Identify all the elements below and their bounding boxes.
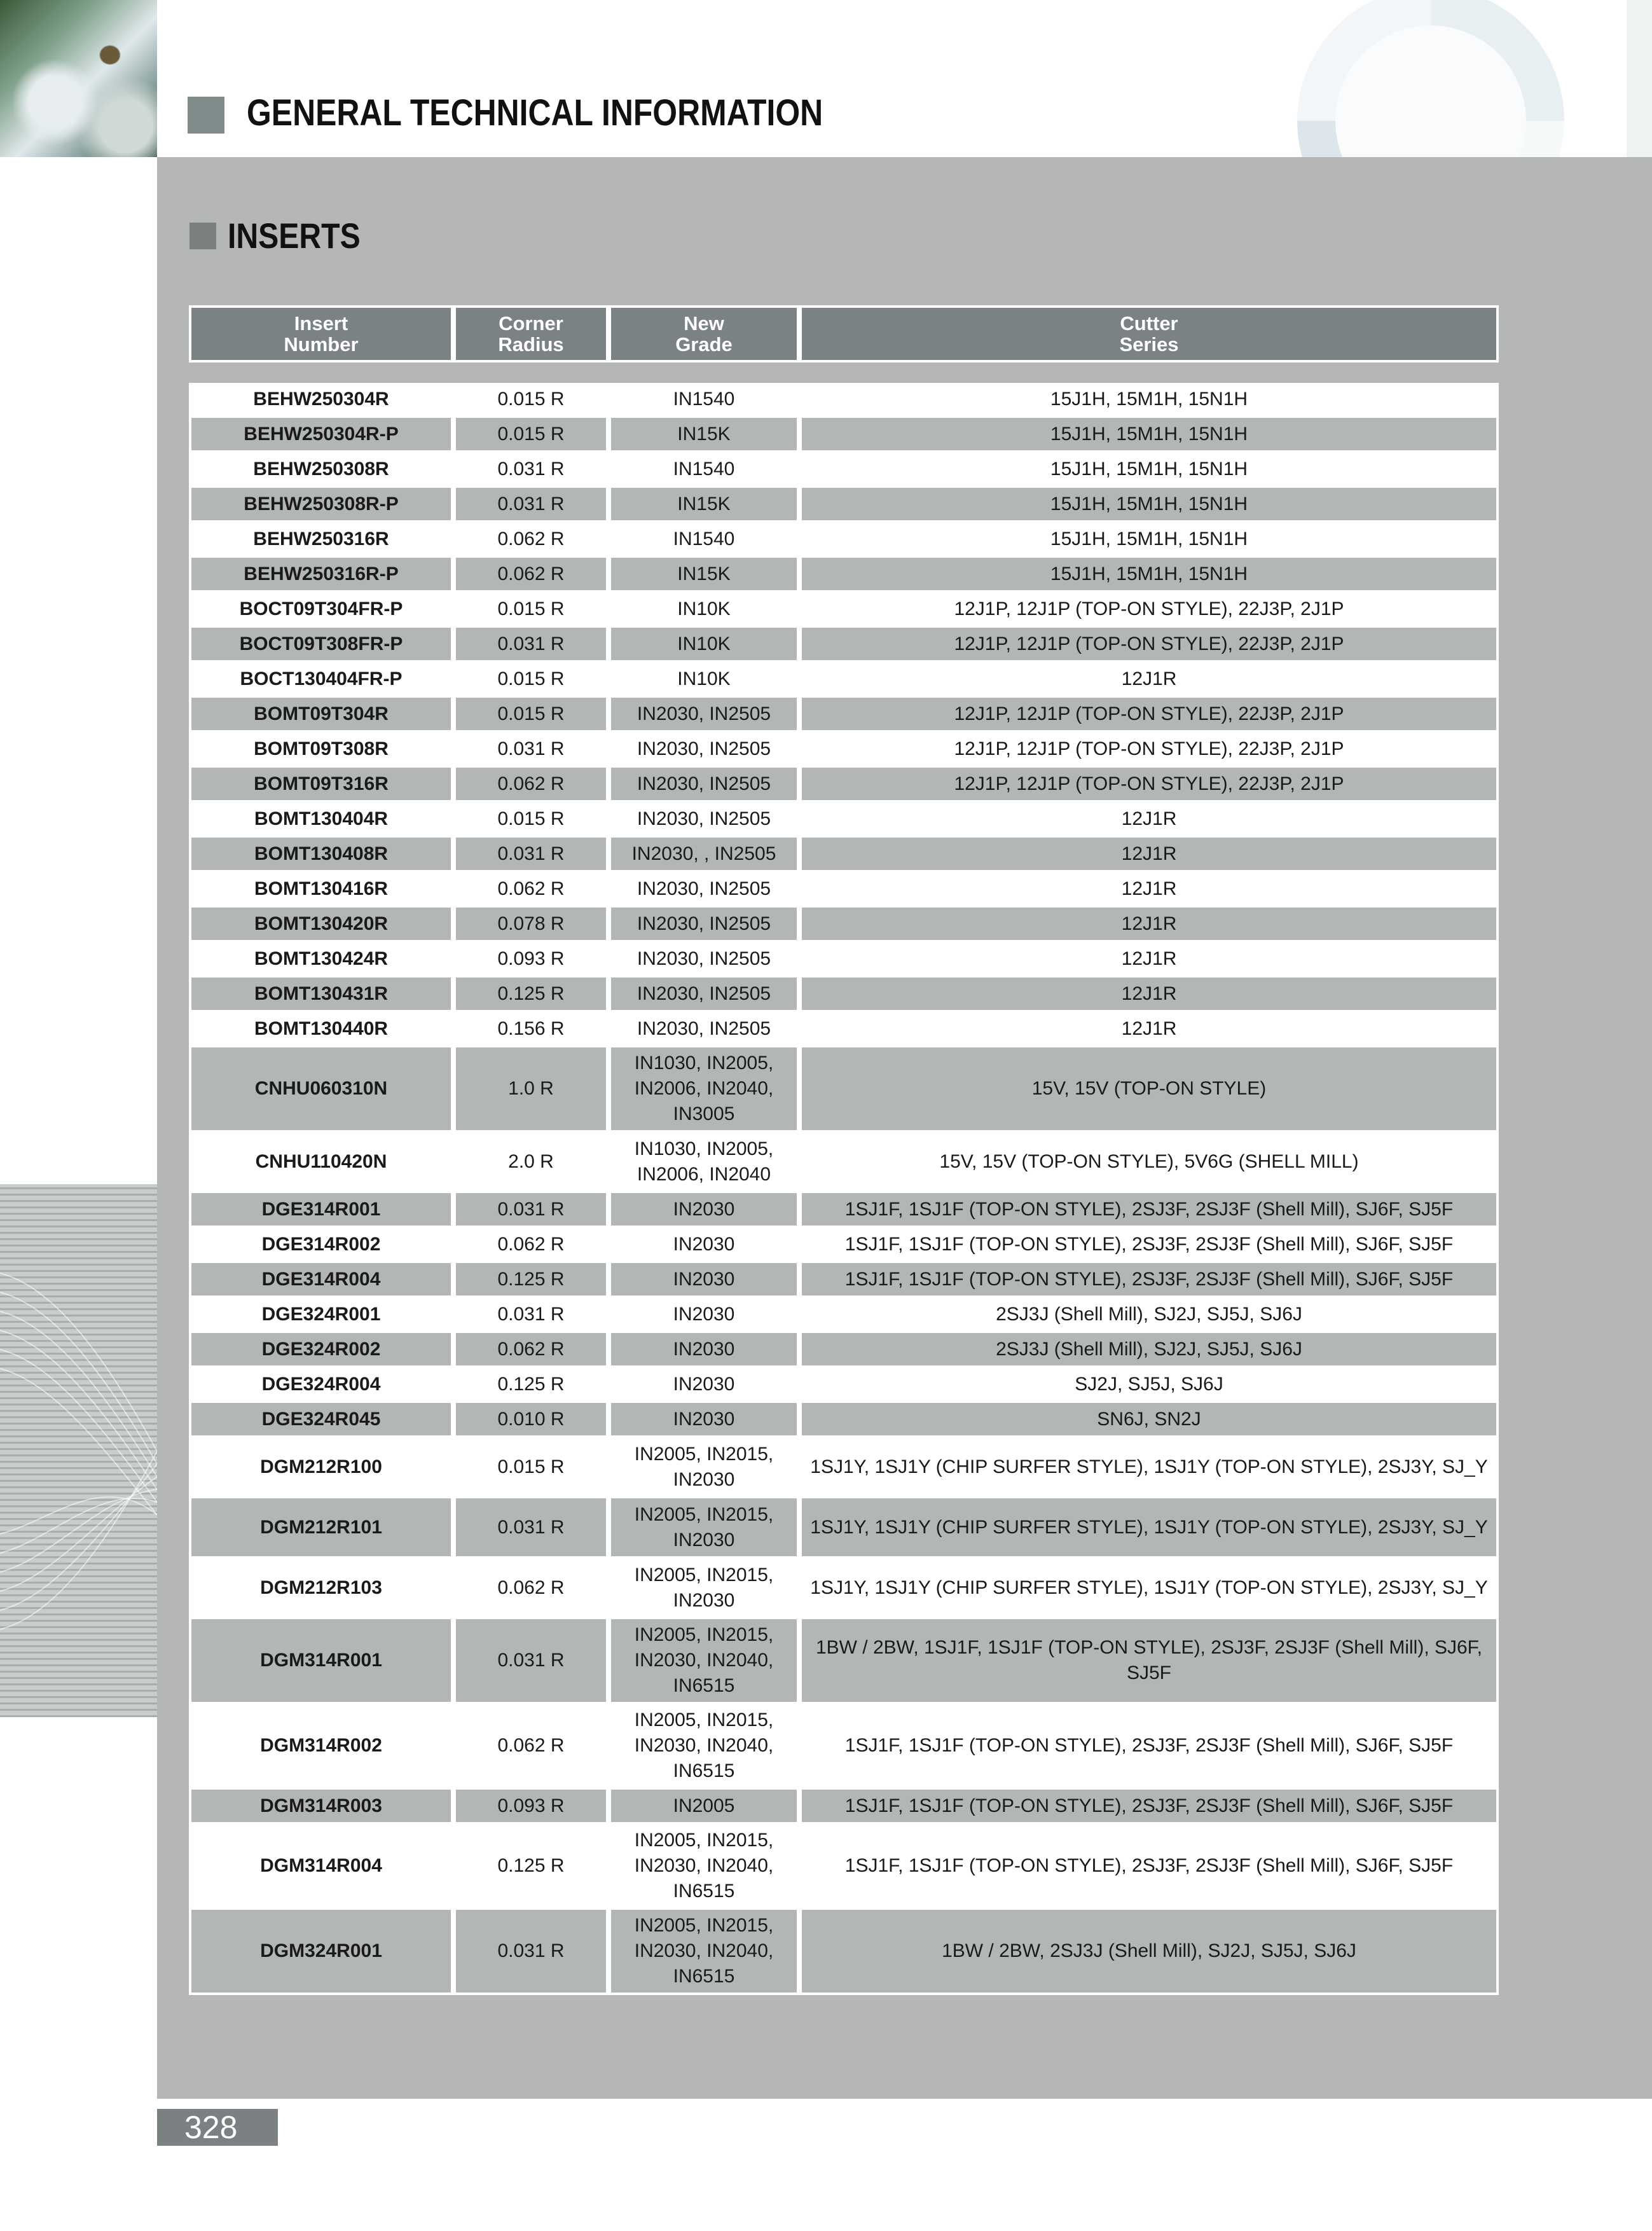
cell-insert-number: BOMT09T304R [191, 698, 451, 730]
cell-corner-radius: 0.031 R [497, 1303, 565, 1325]
cell-corner-radius: 0.031 R [456, 1910, 606, 1993]
cell-corner-radius: 0.062 R [456, 1333, 606, 1365]
cell-insert-number: DGE314R001 [191, 1193, 451, 1226]
cell-new-grade: IN2005, IN2015, IN2030 [634, 1443, 774, 1490]
cell-corner-radius: 0.062 R [497, 1735, 565, 1756]
cell-cutter-series: 15J1H, 15M1H, 15N1H [1050, 388, 1248, 410]
cell-new-grade: IN1030, IN2005, IN2006, IN2040 [634, 1138, 774, 1185]
cell-cutter-series: 1SJ1Y, 1SJ1Y (CHIP SURFER STYLE), 1SJ1Y (TOP-ON STYLE), 2SJ3Y, SJ_Y [810, 1577, 1488, 1598]
table-row [189, 838, 1499, 873]
cell-cutter-series: 1SJ1F, 1SJ1F (TOP-ON STYLE), 2SJ3F, 2SJ3F (Shell Mill), SJ6F, SJ5F [844, 1233, 1454, 1255]
cell-insert-number: BEHW250308R [253, 458, 389, 480]
cell-new-grade: IN10K [677, 598, 731, 619]
cell-corner-radius: 0.010 R [456, 1403, 606, 1435]
cell-new-grade: IN1540 [673, 458, 735, 480]
cell-new-grade: IN2005, IN2015, IN2030, IN2040, IN6515 [611, 1910, 797, 1993]
table-row [189, 1012, 1499, 1047]
cell-new-grade: IN2005, IN2015, IN2030 [611, 1498, 797, 1556]
cell-corner-radius: 0.015 R [497, 668, 565, 689]
table-row [189, 418, 1499, 453]
decorative-wave-lines [0, 1184, 157, 1717]
table-row [189, 1368, 1499, 1403]
page-number: 328 [184, 2110, 238, 2145]
table-row [189, 1559, 1499, 1619]
cell-cutter-series: 15J1H, 15M1H, 15N1H [1050, 458, 1248, 480]
table-row [189, 873, 1499, 908]
column-header-corner-radius [456, 308, 606, 360]
cell-corner-radius: 0.062 R [497, 1577, 565, 1598]
cell-new-grade: IN2030 [611, 1333, 797, 1365]
table-row [189, 1498, 1499, 1559]
cell-cutter-series: 1SJ1F, 1SJ1F (TOP-ON STYLE), 2SJ3F, 2SJ3F (Shell Mill), SJ6F, SJ5F [802, 1790, 1496, 1822]
cell-corner-radius: 0.031 R [456, 1498, 606, 1556]
page-title: GENERAL TECHNICAL INFORMATION [247, 92, 823, 134]
cell-cutter-series: 15J1H, 15M1H, 15N1H [802, 418, 1496, 450]
cell-cutter-series: 12J1R [1121, 878, 1177, 899]
cell-insert-number: DGE314R004 [191, 1263, 451, 1295]
cell-cutter-series: 12J1R [1121, 668, 1177, 689]
table-row [189, 733, 1499, 768]
cell-insert-number: BOCT09T308FR-P [191, 628, 451, 660]
cell-corner-radius: 0.125 R [497, 1373, 565, 1395]
cell-insert-number: BOMT130420R [191, 908, 451, 940]
cell-cutter-series: 12J1P, 12J1P (TOP-ON STYLE), 22J3P, 2J1P [954, 738, 1344, 759]
cell-insert-number: CNHU110420N [255, 1150, 387, 1172]
cell-insert-number: BEHW250304R [253, 388, 389, 410]
table-row [189, 908, 1499, 943]
cell-cutter-series: 12J1P, 12J1P (TOP-ON STYLE), 22J3P, 2J1P [954, 598, 1344, 619]
cell-cutter-series: 1BW / 2BW, 2SJ3J (Shell Mill), SJ2J, SJ5J, SJ6J [802, 1910, 1496, 1993]
cell-insert-number: BOMT130424R [254, 948, 389, 969]
column-header-new-grade [611, 308, 797, 360]
column-header-cutter-series [802, 308, 1496, 360]
table-row [189, 1438, 1499, 1498]
cell-new-grade: IN2030, IN2505 [611, 768, 797, 800]
cell-new-grade: IN1030, IN2005, IN2006, IN2040, IN3005 [611, 1047, 797, 1130]
cell-cutter-series: 12J1P, 12J1P (TOP-ON STYLE), 22J3P, 2J1P [802, 698, 1496, 730]
cell-new-grade: IN2030 [673, 1233, 735, 1255]
cell-insert-number: BOMT130408R [191, 838, 451, 870]
cell-new-grade: IN2030 [611, 1403, 797, 1435]
table-row [189, 977, 1499, 1012]
cell-corner-radius: 0.015 R [456, 698, 606, 730]
cell-cutter-series: 12J1P, 12J1P (TOP-ON STYLE), 22J3P, 2J1P [802, 768, 1496, 800]
cell-new-grade: IN2030, IN2505 [637, 878, 771, 899]
cell-cutter-series: SN6J, SN2J [802, 1403, 1496, 1435]
cell-corner-radius: 0.062 R [456, 768, 606, 800]
cell-corner-radius: 0.031 R [456, 488, 606, 520]
cell-insert-number: DGM314R001 [191, 1619, 451, 1702]
table-row [189, 698, 1499, 733]
cell-corner-radius: 0.062 R [497, 528, 565, 549]
cell-corner-radius: 0.125 R [456, 1263, 606, 1295]
header-line: Radius [498, 333, 564, 356]
cell-insert-number: BOCT130404FR-P [240, 668, 403, 689]
cell-new-grade: IN15K [611, 558, 797, 590]
header-line: Insert [294, 312, 348, 335]
cell-cutter-series: 15V, 15V (TOP-ON STYLE), 5V6G (SHELL MILL) [939, 1150, 1359, 1172]
cell-new-grade: IN2030 [611, 1263, 797, 1295]
table-row [189, 663, 1499, 698]
cell-corner-radius: 0.031 R [456, 838, 606, 870]
cell-corner-radius: 0.015 R [497, 808, 565, 829]
header-square-marker [188, 97, 224, 134]
cell-insert-number: DGE324R004 [261, 1373, 381, 1395]
cell-cutter-series: 1SJ1F, 1SJ1F (TOP-ON STYLE), 2SJ3F, 2SJ3F (Shell Mill), SJ6F, SJ5F [802, 1193, 1496, 1226]
table-row [189, 558, 1499, 593]
cell-new-grade: IN15K [611, 418, 797, 450]
cell-corner-radius: 0.062 R [497, 1233, 565, 1255]
cell-corner-radius: 0.015 R [497, 598, 565, 619]
cell-corner-radius: 2.0 R [508, 1150, 554, 1172]
cell-cutter-series: 2SJ3J (Shell Mill), SJ2J, SJ5J, SJ6J [996, 1303, 1302, 1325]
cell-new-grade: IN2030, IN2505 [611, 698, 797, 730]
table-row [189, 1228, 1499, 1263]
cell-insert-number: DGM314R003 [191, 1790, 451, 1822]
header-line: Number [284, 333, 359, 356]
cell-insert-number: DGM212R103 [260, 1577, 382, 1598]
cell-cutter-series: 1SJ1Y, 1SJ1Y (CHIP SURFER STYLE), 1SJ1Y (TOP-ON STYLE), 2SJ3Y, SJ_Y [810, 1456, 1488, 1477]
cell-cutter-series: 15V, 15V (TOP-ON STYLE) [802, 1047, 1496, 1130]
cell-cutter-series: 1BW / 2BW, 1SJ1F, 1SJ1F (TOP-ON STYLE), 2SJ3F, 2SJ3F (Shell Mill), SJ6F, SJ5F [802, 1619, 1496, 1702]
cell-insert-number: DGE324R002 [191, 1333, 451, 1365]
inserts-table [189, 305, 1499, 1987]
cell-cutter-series: 15J1H, 15M1H, 15N1H [802, 558, 1496, 590]
cell-cutter-series: 1SJ1F, 1SJ1F (TOP-ON STYLE), 2SJ3F, 2SJ3F (Shell Mill), SJ6F, SJ5F [844, 1855, 1454, 1876]
decorative-strip [1627, 0, 1652, 157]
cell-insert-number: BOMT130431R [191, 977, 451, 1010]
cell-corner-radius: 0.125 R [456, 977, 606, 1010]
table-row [189, 628, 1499, 663]
table-row [189, 803, 1499, 838]
cell-new-grade: IN15K [611, 488, 797, 520]
table-row [189, 768, 1499, 803]
cell-new-grade: IN10K [611, 628, 797, 660]
cell-new-grade: IN2030, IN2505 [611, 977, 797, 1010]
cell-new-grade: IN2030, IN2505 [637, 808, 771, 829]
table-row [189, 1263, 1499, 1298]
cell-corner-radius: 1.0 R [456, 1047, 606, 1130]
cell-insert-number: DGE314R002 [261, 1233, 381, 1255]
cell-new-grade: IN2030, IN2505 [637, 948, 771, 969]
cell-new-grade: IN10K [677, 668, 731, 689]
cell-cutter-series: 12J1R [1121, 948, 1177, 969]
cell-corner-radius: 0.031 R [456, 1193, 606, 1226]
table-row [189, 593, 1499, 628]
corner-photo [0, 0, 157, 157]
table-row [189, 383, 1499, 418]
cell-new-grade: IN2030, IN2505 [611, 908, 797, 940]
cell-corner-radius: 0.093 R [456, 1790, 606, 1822]
cell-corner-radius: 0.031 R [497, 458, 565, 480]
cell-corner-radius: 0.031 R [497, 738, 565, 759]
cell-cutter-series: 1SJ1F, 1SJ1F (TOP-ON STYLE), 2SJ3F, 2SJ3F (Shell Mill), SJ6F, SJ5F [802, 1263, 1496, 1295]
cell-insert-number: BEHW250308R-P [191, 488, 451, 520]
cell-insert-number: BEHW250316R [253, 528, 389, 549]
cell-insert-number: BOMT09T316R [191, 768, 451, 800]
table-row [189, 1825, 1499, 1910]
cell-corner-radius: 0.078 R [456, 908, 606, 940]
cell-insert-number: BOMT130416R [254, 878, 389, 899]
cell-corner-radius: 0.031 R [456, 628, 606, 660]
cell-insert-number: BEHW250316R-P [191, 558, 451, 590]
cell-cutter-series: 1SJ1F, 1SJ1F (TOP-ON STYLE), 2SJ3F, 2SJ3F (Shell Mill), SJ6F, SJ5F [844, 1735, 1454, 1756]
cell-new-grade: IN2030, , IN2505 [611, 838, 797, 870]
header-line: Grade [675, 333, 733, 356]
cell-insert-number: DGM314R002 [260, 1735, 382, 1756]
cell-insert-number: BOCT09T304FR-P [239, 598, 403, 619]
table-row [189, 1047, 1499, 1133]
cell-new-grade: IN2005, IN2015, IN2030 [634, 1564, 774, 1611]
cell-new-grade: IN2030 [673, 1303, 735, 1325]
cell-new-grade: IN2005, IN2015, IN2030, IN2040, IN6515 [611, 1619, 797, 1702]
table-body [189, 383, 1499, 1995]
table-row [189, 1403, 1499, 1438]
header-line: Series [1119, 333, 1179, 356]
cell-corner-radius: 0.062 R [497, 878, 565, 899]
table-row [189, 523, 1499, 558]
table-row [189, 488, 1499, 523]
table-header [189, 305, 1499, 363]
cell-corner-radius: 0.062 R [456, 558, 606, 590]
table-row [189, 1298, 1499, 1333]
cell-cutter-series: 12J1R [1121, 1018, 1177, 1039]
cell-insert-number: BOMT130440R [254, 1018, 389, 1039]
table-row [189, 1133, 1499, 1193]
cell-cutter-series: 12J1P, 12J1P (TOP-ON STYLE), 22J3P, 2J1P [802, 628, 1496, 660]
header-line: Cutter [1120, 312, 1178, 335]
cell-insert-number: CNHU060310N [191, 1047, 451, 1130]
cell-new-grade: IN2005 [611, 1790, 797, 1822]
cell-cutter-series: 12J1R [1121, 808, 1177, 829]
cell-corner-radius: 0.015 R [497, 1456, 565, 1477]
table-row [189, 1333, 1499, 1368]
cell-new-grade: IN2030 [611, 1193, 797, 1226]
table-row [189, 1910, 1499, 1995]
cell-insert-number: DGM212R100 [260, 1456, 382, 1477]
table-row [189, 943, 1499, 977]
cell-corner-radius: 0.156 R [497, 1018, 565, 1039]
cell-cutter-series: 12J1R [802, 908, 1496, 940]
cell-insert-number: DGM212R101 [191, 1498, 451, 1556]
cell-new-grade: IN2005, IN2015, IN2030, IN2040, IN6515 [634, 1710, 774, 1781]
wave-lines-graphic [0, 1184, 157, 1717]
cell-cutter-series: 15J1H, 15M1H, 15N1H [1050, 528, 1248, 549]
cell-cutter-series: 12J1R [802, 838, 1496, 870]
cell-insert-number: DGM314R004 [260, 1855, 382, 1876]
cell-cutter-series: 2SJ3J (Shell Mill), SJ2J, SJ5J, SJ6J [802, 1333, 1496, 1365]
cell-insert-number: DGM324R001 [191, 1910, 451, 1993]
table-row [189, 1193, 1499, 1228]
column-header-insert-number [191, 308, 451, 360]
cell-new-grade: IN2030, IN2505 [637, 738, 771, 759]
table-row [189, 1619, 1499, 1704]
cell-corner-radius: 0.015 R [497, 388, 565, 410]
cell-new-grade: IN2030, IN2505 [637, 1018, 771, 1039]
cell-cutter-series: 15J1H, 15M1H, 15N1H [802, 488, 1496, 520]
cell-corner-radius: 0.031 R [456, 1619, 606, 1702]
cell-cutter-series: 1SJ1Y, 1SJ1Y (CHIP SURFER STYLE), 1SJ1Y (TOP-ON STYLE), 2SJ3Y, SJ_Y [802, 1498, 1496, 1556]
cell-insert-number: BOMT130404R [254, 808, 389, 829]
cell-new-grade: IN1540 [673, 528, 735, 549]
cell-new-grade: IN1540 [673, 388, 735, 410]
cell-new-grade: IN2005, IN2015, IN2030, IN2040, IN6515 [634, 1830, 774, 1902]
cell-insert-number: DGE324R001 [261, 1303, 381, 1325]
cell-corner-radius: 0.125 R [497, 1855, 565, 1876]
table-row [189, 1704, 1499, 1790]
cell-new-grade: IN2030 [673, 1373, 735, 1395]
cell-cutter-series: SJ2J, SJ5J, SJ6J [1075, 1373, 1223, 1395]
section-title: INSERTS [228, 216, 361, 256]
cell-corner-radius: 0.093 R [497, 948, 565, 969]
cell-cutter-series: 12J1R [802, 977, 1496, 1010]
table-row [189, 453, 1499, 488]
cell-insert-number: BOMT09T308R [254, 738, 389, 759]
cell-corner-radius: 0.015 R [456, 418, 606, 450]
cell-insert-number: DGE324R045 [191, 1403, 451, 1435]
header-line: New [684, 312, 724, 335]
table-row [189, 1790, 1499, 1825]
header-line: Corner [499, 312, 563, 335]
cell-insert-number: BEHW250304R-P [191, 418, 451, 450]
section-square-marker [189, 223, 216, 249]
